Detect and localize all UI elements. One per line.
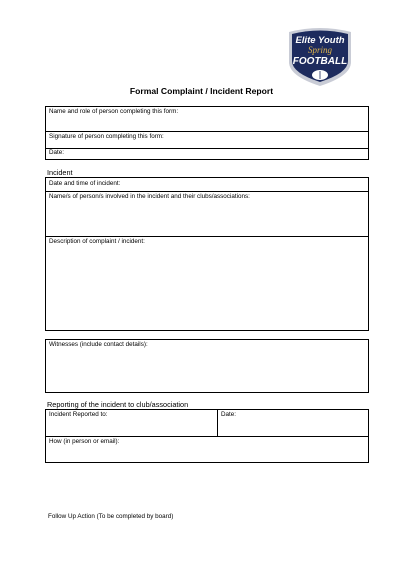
incident-box	[45, 177, 369, 331]
how-field[interactable]	[46, 437, 368, 462]
follow-up-label: Follow Up Action (To be completed by board)	[48, 513, 174, 520]
reported-to-label: Incident Reported to:	[49, 411, 108, 418]
signature-field[interactable]	[46, 132, 368, 149]
signature-label: Signature of person completing this form:	[49, 133, 164, 140]
reported-date-label: Date:	[221, 411, 237, 418]
reporting-box	[45, 409, 369, 463]
elite-youth-football-logo-icon	[283, 26, 357, 88]
page-title: Formal Complaint / Incident Report	[129, 86, 274, 96]
witnesses-label: Witnesses (include contact details):	[49, 341, 148, 348]
persons-involved-field[interactable]	[46, 192, 368, 237]
description-label: Description of complaint / incident:	[49, 238, 145, 245]
witnesses-field[interactable]	[45, 339, 369, 393]
persons-involved-label: Name/s of person/s involved in the incident and their clubs/associations:	[49, 193, 250, 200]
reported-to-field[interactable]	[46, 410, 217, 436]
form-completer-box	[45, 106, 369, 160]
how-label: How (in person or email):	[49, 438, 120, 445]
logo-line-1: Elite Youth	[295, 35, 345, 46]
name-role-field[interactable]	[46, 107, 368, 132]
logo-line-3: FOOTBALL	[292, 56, 348, 67]
name-role-label: Name and role of person completing this form:	[49, 108, 179, 115]
incident-heading: Incident	[47, 168, 73, 177]
reported-row	[46, 410, 368, 437]
date-label: Date:	[49, 149, 65, 156]
logo-line-2: Spring	[307, 45, 333, 55]
description-field[interactable]	[46, 237, 368, 330]
date-field[interactable]	[46, 149, 368, 159]
date-time-label: Date and time of incident:	[49, 180, 121, 187]
reporting-heading: Reporting of the incident to club/association	[47, 400, 189, 409]
date-time-field[interactable]	[46, 178, 368, 192]
reported-date-field[interactable]	[218, 410, 368, 436]
